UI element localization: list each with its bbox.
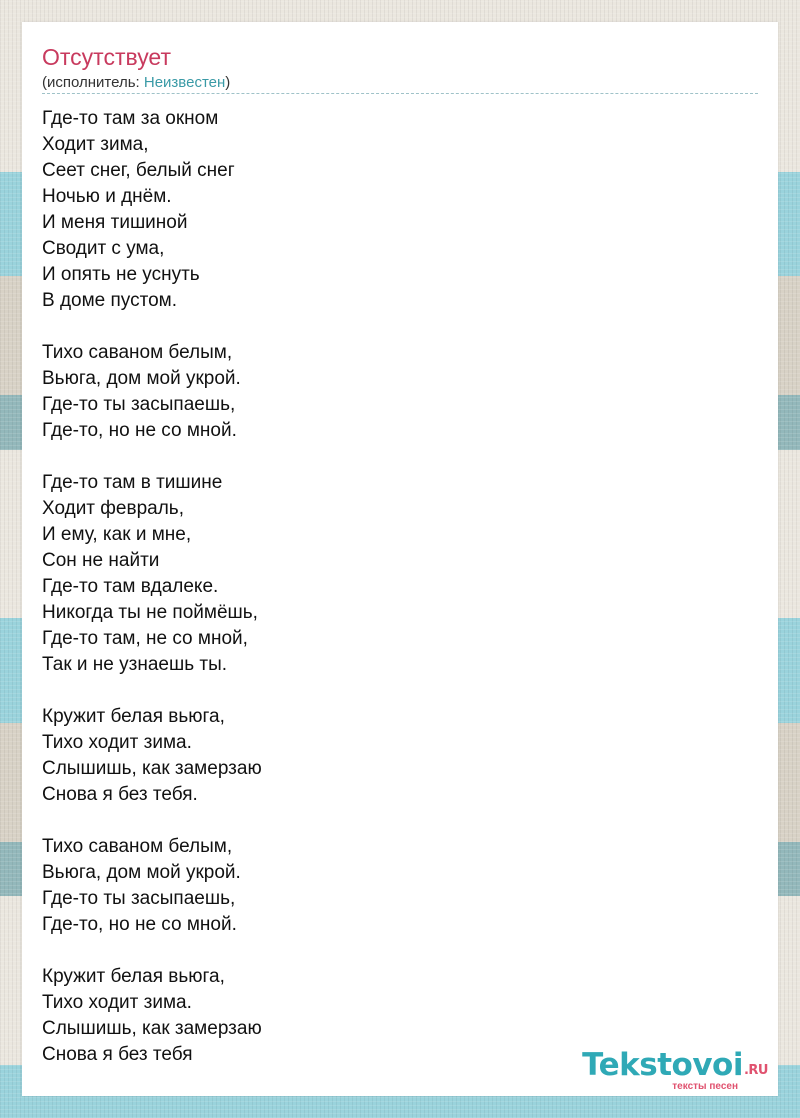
lyric-line: Тихо ходит зима.: [42, 992, 192, 1013]
lyric-line: Вьюга, дом мой укрой.: [42, 862, 241, 883]
lyric-line: Где-то, но не со мной.: [42, 914, 237, 935]
lyric-line: Сеет снег, белый снег: [42, 160, 235, 181]
lyric-line: Кружит белая вьюга,: [42, 966, 225, 987]
lyric-line: Никогда ты не поймёшь,: [42, 602, 258, 623]
lyric-line: Так и не узнаешь ты.: [42, 654, 228, 675]
lyric-line: Ходит зима,: [42, 134, 149, 155]
song-title: Отсутствует: [42, 44, 171, 70]
stanza-break: [42, 678, 742, 704]
lyric-line: Где-то ты засыпаешь,: [42, 394, 236, 415]
performer-suffix: ): [225, 74, 231, 91]
lyric-line: Слышишь, как замерзаю: [42, 1018, 262, 1039]
lyric-line: Тихо саваном белым,: [42, 836, 233, 857]
stanza-break: [42, 938, 742, 964]
lyric-line: Слышишь, как замерзаю: [42, 758, 262, 779]
logo-name: Tekstovoi: [582, 1047, 743, 1083]
lyrics-text: [42, 106, 742, 1068]
lyric-line: Где-то ты засыпаешь,: [42, 888, 236, 909]
lyric-line: Сводит с ума,: [42, 238, 165, 259]
logo-tagline: тексты песен: [672, 1081, 738, 1092]
title-divider: [42, 93, 758, 94]
lyric-line: Снова я без тебя.: [42, 784, 198, 805]
lyric-line: Тихо саваном белым,: [42, 342, 233, 363]
stanza-break: [42, 314, 742, 340]
lyric-line: И ему, как и мне,: [42, 524, 192, 545]
lyric-line: Где-то там в тишине: [42, 472, 223, 493]
lyric-line: И меня тишиной: [42, 212, 188, 233]
lyric-line: Снова я без тебя: [42, 1044, 193, 1065]
performer-line: [42, 74, 230, 92]
lyric-line: И опять не уснуть: [42, 264, 200, 285]
lyric-line: Кружит белая вьюга,: [42, 706, 225, 727]
lyrics-sheet: [22, 22, 778, 1096]
lyric-line: Где-то, но не со мной.: [42, 420, 237, 441]
performer-prefix: (исполнитель:: [42, 74, 144, 91]
stanza-break: [42, 444, 742, 470]
lyric-line: Сон не найти: [42, 550, 160, 571]
lyric-line: Где-то там за окном: [42, 108, 219, 129]
stanza-break: [42, 808, 742, 834]
performer-link[interactable]: Неизвестен: [143, 74, 226, 91]
lyric-line: Ночью и днём.: [42, 186, 172, 207]
lyric-line: В доме пустом.: [42, 290, 177, 311]
site-logo[interactable]: [582, 1048, 768, 1092]
lyric-line: Вьюга, дом мой укрой.: [42, 368, 241, 389]
lyric-line: Ходит февраль,: [42, 498, 184, 519]
lyric-line: Где-то там, не со мной,: [42, 628, 248, 649]
lyric-line: Где-то там вдалеке.: [42, 576, 219, 597]
lyric-line: Тихо ходит зима.: [42, 732, 192, 753]
logo-tld: .RU: [743, 1063, 768, 1078]
